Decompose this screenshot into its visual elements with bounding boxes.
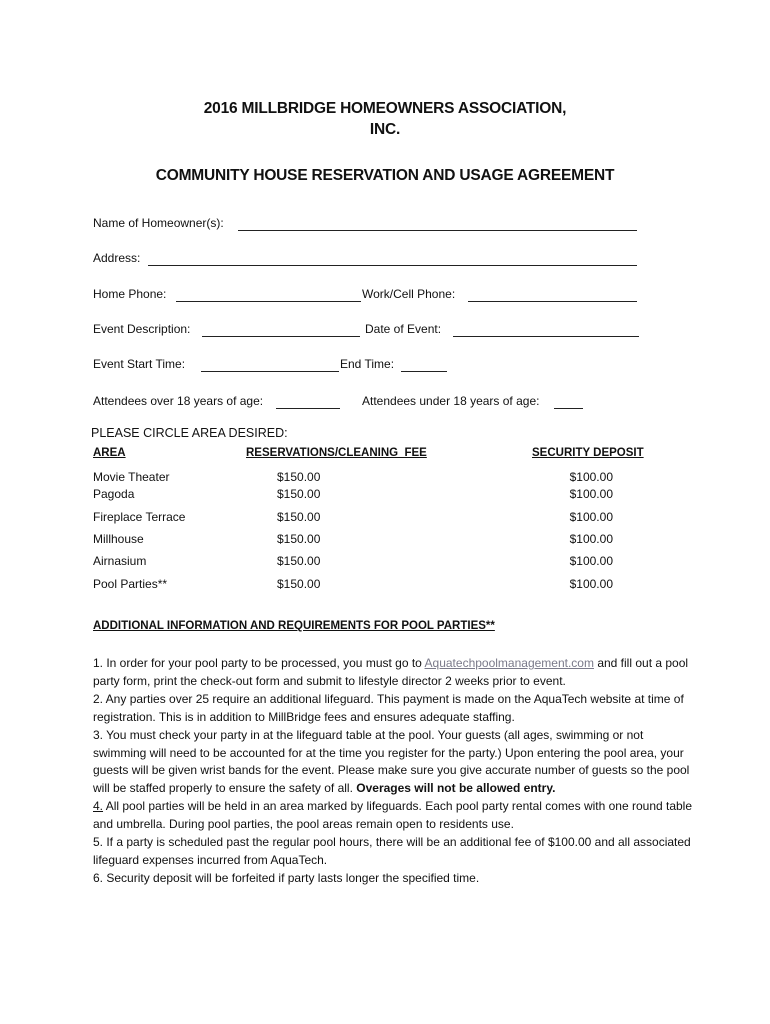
pool-info-item-4-number: 4. bbox=[93, 799, 104, 814]
area-name[interactable]: Pool Parties** bbox=[93, 577, 168, 591]
deposit-column-header: SECURITY DEPOSIT bbox=[532, 447, 644, 459]
pool-info-item-6: 6. Security deposit will be forfeited if party lasts longer the specified time. bbox=[93, 870, 480, 885]
area-name[interactable]: Fireplace Terrace bbox=[93, 510, 186, 524]
pool-info-item-1-text-end: and fill out a pool party form, print the check-out form and submit to lifestyle director 2 weeks prior to event. bbox=[93, 656, 689, 688]
end-time-field[interactable] bbox=[401, 371, 447, 372]
event-description-label: Event Description: bbox=[93, 322, 191, 336]
area-column-header: AREA bbox=[93, 447, 126, 459]
area-deposit: $100.00 bbox=[569, 470, 613, 484]
address-label: Address: bbox=[93, 251, 141, 265]
homeowner-field[interactable] bbox=[238, 230, 637, 231]
area-fee: $150.00 bbox=[277, 532, 321, 546]
title-line-1: 2016 MILLBRIDGE HOMEOWNERS ASSOCIATION, bbox=[203, 100, 567, 117]
aquatech-link[interactable]: Aquatechpoolmanagement.com bbox=[424, 656, 594, 670]
area-deposit: $100.00 bbox=[569, 532, 613, 546]
date-of-event-label: Date of Event: bbox=[365, 322, 442, 336]
title-line-2: INC. bbox=[369, 121, 401, 138]
area-fee: $150.00 bbox=[277, 470, 321, 484]
area-fee: $150.00 bbox=[277, 510, 321, 524]
event-description-field[interactable] bbox=[202, 336, 360, 337]
pool-info-item-3-text: 3. You must check your party in at the lifeguard table at the pool. Your guests (all ages, swimming or not swimming will need to be accounted for at the time you register for the party.) Upon entering the pool area, your guests will be given wrist bands for the event. Please make sure you give accurate number of guests so the pool will be staffed properly to ensure the safety of all. bbox=[93, 727, 690, 796]
area-fee: $150.00 bbox=[277, 487, 321, 501]
attendees-under-18-label: Attendees under 18 years of age: bbox=[362, 394, 540, 408]
pool-info-list bbox=[93, 655, 693, 888]
homeowner-label: Name of Homeowner(s): bbox=[93, 216, 224, 230]
area-deposit: $100.00 bbox=[569, 510, 613, 524]
work-phone-field[interactable] bbox=[468, 301, 637, 302]
area-deposit: $100.00 bbox=[569, 487, 613, 501]
pool-info-item-4-text: All pool parties will be held in an area marked by lifeguards. Each pool party rental comes with one round table and umbrella. During pool parties, the pool areas remain open to residents use. bbox=[93, 799, 693, 832]
document-subtitle: COMMUNITY HOUSE RESERVATION AND USAGE AGREEMENT bbox=[155, 167, 615, 184]
area-name[interactable]: Airnasium bbox=[93, 554, 147, 568]
area-fee: $150.00 bbox=[277, 554, 321, 568]
area-fee: $150.00 bbox=[277, 577, 321, 591]
address-field[interactable] bbox=[148, 265, 637, 266]
start-time-field[interactable] bbox=[201, 371, 339, 372]
attendees-over-18-field[interactable] bbox=[276, 408, 340, 409]
area-name[interactable]: Pagoda bbox=[93, 487, 135, 501]
area-deposit: $100.00 bbox=[569, 554, 613, 568]
pool-info-item-2: 2. Any parties over 25 require an additional lifeguard. This payment is made on the AquaTech website at time of registration. This is in addition to MillBridge fees and ensures adequate staffing. bbox=[93, 691, 684, 724]
pool-info-item-4 bbox=[93, 798, 693, 834]
home-phone-field[interactable] bbox=[176, 301, 361, 302]
attendees-under-18-field[interactable] bbox=[554, 408, 583, 409]
pool-info-item-1 bbox=[93, 655, 693, 691]
pool-info-item-5: 5. If a party is scheduled past the regular pool hours, there will be an additional fee of $100.00 and all associated lifeguard expenses incurred from AquaTech. bbox=[93, 835, 691, 867]
overages-warning: Overages will not be allowed entry. bbox=[356, 781, 556, 796]
start-time-label: Event Start Time: bbox=[93, 357, 186, 371]
fee-column-header: RESERVATIONS/CLEANING FEE bbox=[246, 447, 427, 459]
end-time-label: End Time: bbox=[340, 357, 395, 371]
pool-info-item-3 bbox=[93, 727, 693, 799]
circle-area-prompt: PLEASE CIRCLE AREA DESIRED: bbox=[91, 426, 288, 440]
area-name[interactable]: Movie Theater bbox=[93, 470, 170, 484]
work-phone-label: Work/Cell Phone: bbox=[362, 287, 456, 301]
area-name[interactable]: Millhouse bbox=[93, 532, 144, 546]
pool-info-heading: ADDITIONAL INFORMATION AND REQUIREMENTS FOR POOL PARTIES** bbox=[93, 620, 495, 632]
date-of-event-field[interactable] bbox=[453, 336, 639, 337]
home-phone-label: Home Phone: bbox=[93, 287, 167, 301]
pool-info-item-1-text: 1. In order for your pool party to be processed, you must go to bbox=[93, 656, 425, 670]
attendees-over-18-label: Attendees over 18 years of age: bbox=[93, 394, 264, 408]
area-deposit: $100.00 bbox=[569, 577, 613, 591]
